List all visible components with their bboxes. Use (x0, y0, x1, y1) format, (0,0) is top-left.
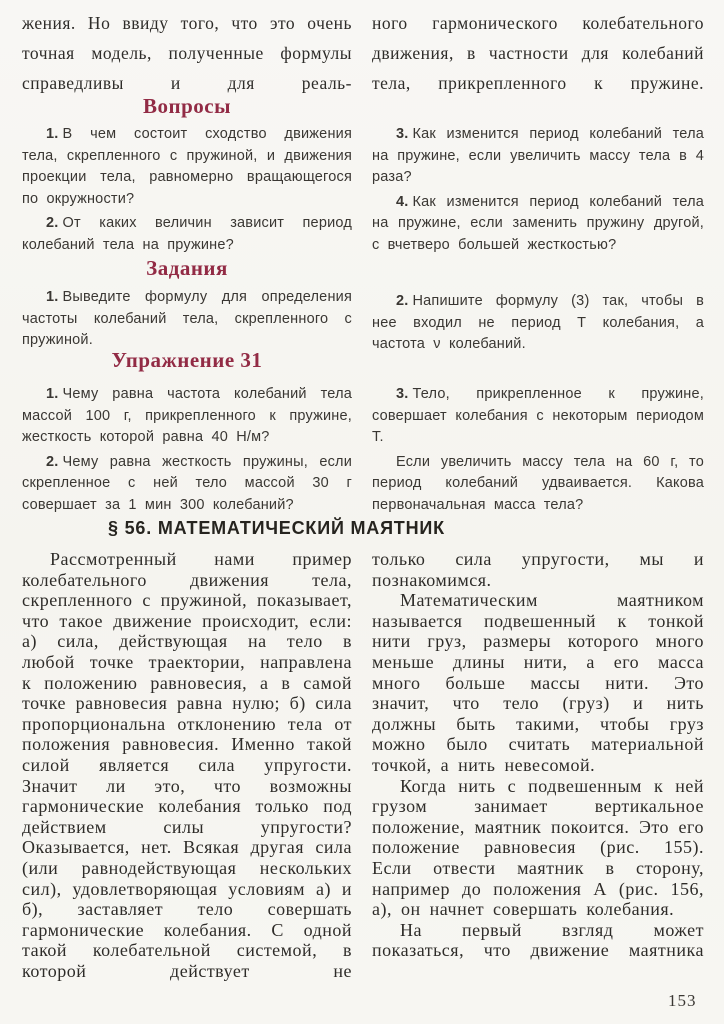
task-number: 2. (396, 293, 409, 309)
tasks-heading: Задания (146, 256, 228, 280)
exercise-item (22, 452, 352, 517)
task-text: Напишите формулу (3) так, чтобы в нее входил не период Т колебания, а частота ν колебаний. (372, 293, 704, 352)
body-left-column (22, 549, 352, 981)
tasks-left-column (22, 287, 352, 355)
task-text: Выведите формулу для определения частоты колебаний тела, скрепленного с пружиной. (22, 289, 352, 348)
exercise-left-column (22, 384, 352, 519)
body-paragraph: На первый взгляд может показаться, что движение маятника (372, 919, 704, 961)
exercise-heading: Упражнение 31 (111, 348, 263, 372)
page-number: 153 (668, 991, 697, 1010)
question-item (22, 124, 352, 210)
exercise-number: 3. (396, 386, 409, 402)
questions-left-column (22, 124, 352, 259)
exercise-number: 2. (46, 453, 59, 470)
task-number: 1. (46, 289, 59, 305)
body-paragraph: Рассмотренный нами пример колебательного движения тела, скрепленного с пружиной, показывает, что такое движение происходит, если: а) сила, действующая на тело в любой точке траектории, направлена к положению равновесия, а в самой точке равновесия равна нулю; б) сила пропорциональна отклонению тела от положения равновесия. Именно такой силой является сила упругости. Значит ли это, что возможны гармонические колебания только под действием силы упругости? Оказывается, нет. Всякая другая сила (или равнодействующая нескольких сил), удовлетворяющая условиям а) и б), заставляет тело совершать гармонические колебания. С одной такой колебательной системой, в которой действует не (22, 549, 352, 981)
question-text: От каких величин зависит период колебаний тела на пружине? (22, 215, 352, 253)
questions-right-column (372, 124, 704, 259)
exercise-text: Тело, прикрепленное к пружине, совершает колебания с некоторым периодом Т. (372, 386, 704, 445)
exercise-right-column (372, 384, 704, 519)
question-number: 1. (46, 126, 59, 142)
intro-paragraph-left: жения. Но ввиду того, что это очень точная модель, полученные формулы справедливы и для реаль- (22, 13, 352, 93)
tasks-right-column (372, 291, 704, 359)
question-number: 4. (396, 193, 409, 210)
exercise-text: Если увеличить массу тела на 60 г, то период колебаний удваивается. Какова первоначальная масса тела? (372, 453, 704, 513)
questions-heading: Вопросы (142, 94, 231, 118)
exercise-text: Чему равна жесткость пружины, если скрепленное с ней тело массой 30 г совершает за 1 мин 300 колебаний? (22, 453, 352, 513)
exercise-item (372, 384, 704, 449)
intro-paragraph-right: ного гармонического колебательного движения, в частности для колебаний тела, прикрепленного к пружине. (372, 13, 704, 93)
body-paragraph: Когда нить с подвешенным к ней грузом занимает вертикальное положение, маятник покоится. Это его положение равновесия (рис. 155). Если отвести маятник в сторону, например до положения А (рис. 156, а), он начнет совершать колебания. (372, 775, 704, 920)
body-paragraph: Математическим маятником называется подвешенный к тонкой нити груз, размеры которого много меньше длины нити, а его масса много больше массы нити. Это значит, что тело (груз) и нить должны быть такими, чтобы груз можно было считать материальной точкой, а нить невесомой. (372, 590, 704, 775)
question-number: 2. (46, 215, 59, 231)
question-number: 3. (396, 126, 409, 142)
exercise-item (372, 452, 704, 517)
question-text: Как изменится период колебаний тела на пружине, если увеличить массу тела в 4 раза? (372, 126, 704, 185)
question-item (372, 192, 704, 257)
body-paragraph: только сила упругости, мы и познакомимся. (372, 549, 704, 590)
task-item (22, 287, 352, 352)
question-text: Как изменится период колебаний тела на пружине, если заменить пружину другой, с вчетверо большей жесткостью? (372, 193, 704, 253)
exercise-item (22, 384, 352, 449)
question-text: В чем состоит сходство движения тела, скрепленного с пружиной, и движения проекции тела, равномерно вращающегося по окружности? (22, 126, 352, 207)
question-item (22, 213, 352, 256)
exercise-number: 1. (46, 386, 59, 402)
body-right-column (372, 549, 704, 961)
exercise-text: Чему равна частота колебаний тела массой 100 г, прикрепленного к пружине, жесткость которой равна 40 Н/м? (22, 386, 352, 445)
task-item (372, 291, 704, 356)
section-heading: § 56. МАТЕМАТИЧЕСКИЙ МАЯТНИК (108, 518, 445, 538)
question-item (372, 124, 704, 189)
